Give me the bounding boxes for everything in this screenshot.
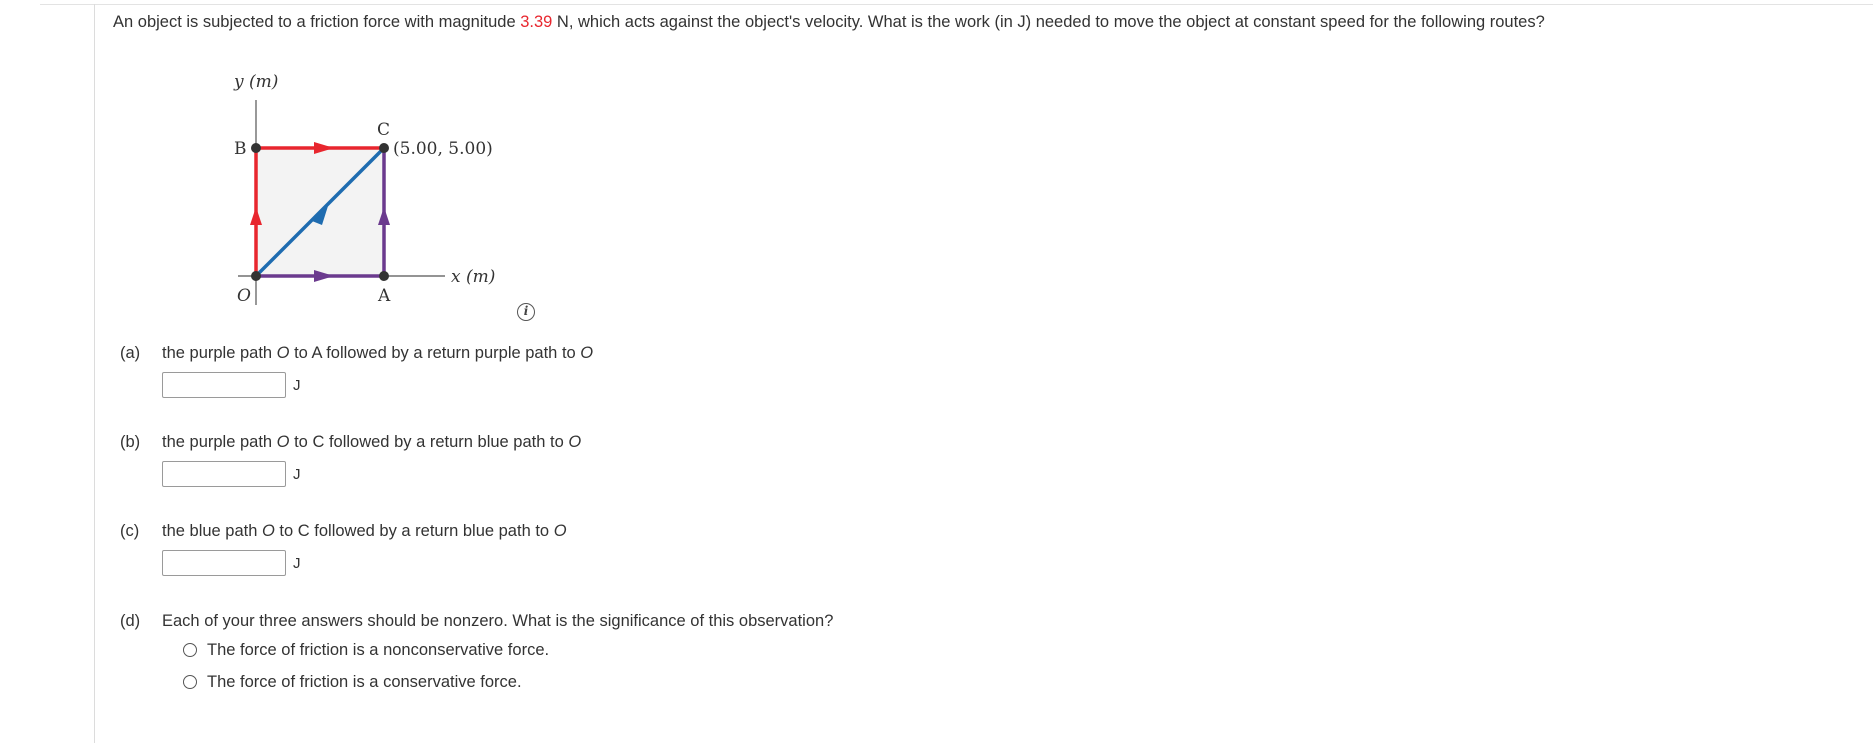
label-c: C xyxy=(377,120,391,140)
part-a-answer-input[interactable] xyxy=(162,372,286,398)
radio-conservative[interactable] xyxy=(183,675,197,689)
label-o: O xyxy=(237,286,251,306)
part-a-unit: J xyxy=(293,376,301,394)
part-a-prompt: (a) the purple path O to A followed by a return purple path to O xyxy=(120,344,594,362)
point-b xyxy=(251,143,261,153)
part-b-answer-input[interactable] xyxy=(162,461,286,487)
part-b-answer-row xyxy=(162,461,301,487)
y-axis-label: y (m) xyxy=(234,72,279,92)
label-b: B xyxy=(234,139,247,159)
part-c-prompt: (c) the blue path O to C followed by a return blue path to O xyxy=(120,522,567,540)
point-c xyxy=(379,143,389,153)
part-c-unit: J xyxy=(293,554,301,572)
part-c-answer-row xyxy=(162,550,301,576)
part-b-unit: J xyxy=(293,465,301,483)
point-a xyxy=(379,271,389,281)
radio-nonconservative[interactable] xyxy=(183,643,197,657)
x-axis-label: x (m) xyxy=(451,267,496,287)
part-b-prompt: (b) the purple path O to C followed by a return blue path to O xyxy=(120,433,582,451)
point-o xyxy=(251,271,261,281)
option-conservative[interactable]: The force of friction is a conservative force. xyxy=(183,672,522,692)
path-diagram xyxy=(220,65,550,330)
part-c-answer-input[interactable] xyxy=(162,550,286,576)
question-text: An object is subjected to a friction force with magnitude 3.39 N, which acts against the object's velocity. What is the work (in J) needed to move the object at constant speed for the following routes? xyxy=(113,13,1545,31)
point-c-coords: (5.00, 5.00) xyxy=(393,139,493,159)
part-d-prompt: (d) Each of your three answers should be nonzero. What is the significance of this observation? xyxy=(120,612,834,630)
part-a-answer-row xyxy=(162,372,301,398)
top-divider xyxy=(40,0,1873,5)
option-nonconservative[interactable]: The force of friction is a nonconservative force. xyxy=(183,640,549,660)
friction-magnitude: 3.39 xyxy=(520,13,553,31)
left-divider xyxy=(94,4,95,743)
info-icon[interactable]: i xyxy=(517,303,535,321)
label-a: A xyxy=(378,286,391,306)
